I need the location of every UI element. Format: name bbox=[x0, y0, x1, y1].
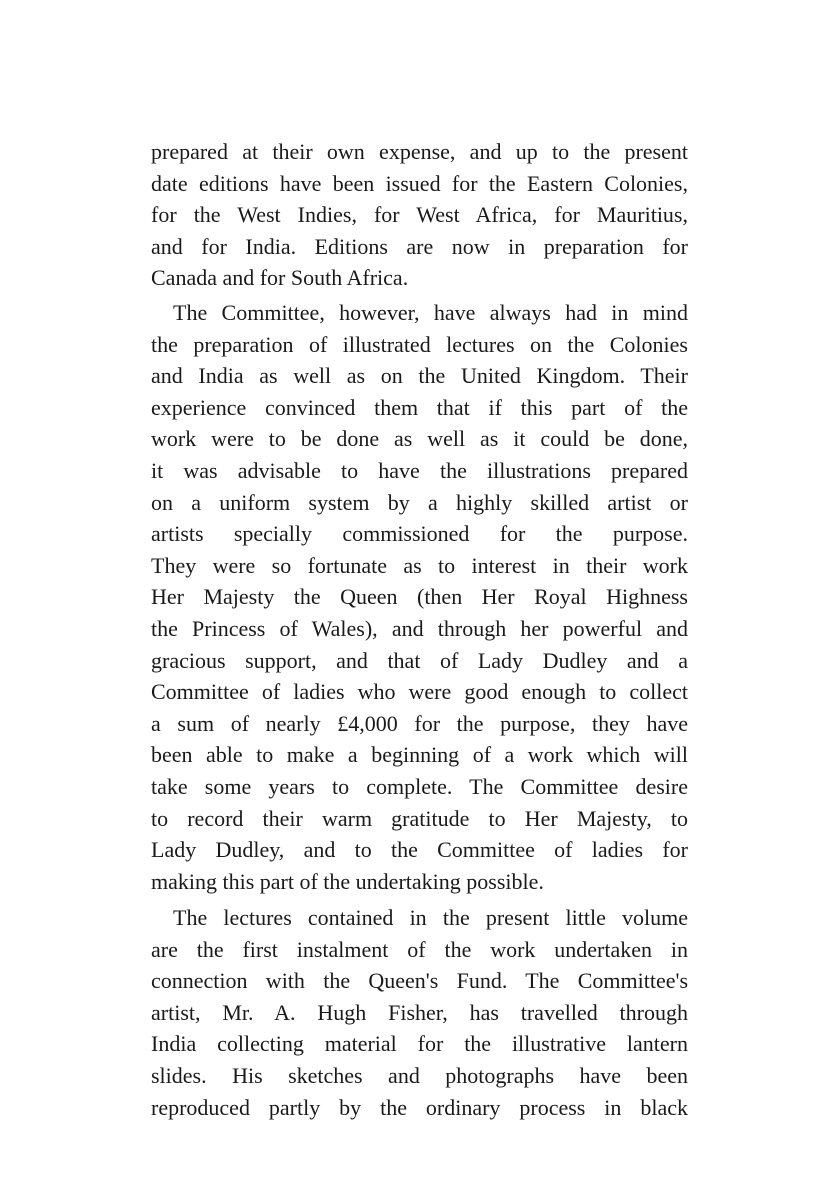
text-line: slides. His sketches and photographs have been bbox=[151, 1062, 688, 1088]
text-line: work were to be done as well as it could be done, bbox=[151, 426, 688, 452]
text-line: gracious support, and that of Lady Dudley and a bbox=[151, 647, 688, 673]
text-line: artist, Mr. A. Hugh Fisher, has travelled through bbox=[151, 999, 688, 1025]
text-line: They were so fortunate as to interest in their work bbox=[151, 552, 688, 578]
text-line: take some years to complete. The Committee desire bbox=[151, 773, 688, 799]
paragraph-2 bbox=[151, 297, 688, 897]
text-line: been able to make a beginning of a work which will bbox=[151, 742, 688, 768]
text-line: it was advisable to have the illustrations prepared bbox=[151, 457, 688, 483]
text-line: and India as well as on the United Kingdom. Their bbox=[151, 363, 688, 389]
paragraph-1 bbox=[151, 136, 688, 294]
text-line: Canada and for South Africa. bbox=[151, 265, 409, 291]
text-line: connection with the Queen's Fund. The Committee's bbox=[151, 968, 688, 994]
text-line: Lady Dudley, and to the Committee of ladies for bbox=[151, 837, 688, 863]
text-line: The lectures contained in the present little volume bbox=[173, 905, 688, 930]
paragraph-3 bbox=[151, 902, 688, 1123]
text-line: for the West Indies, for West Africa, for Mauritius, bbox=[151, 202, 688, 228]
text-line: the preparation of illustrated lectures on the Colonies bbox=[151, 331, 688, 357]
text-line: prepared at their own expense, and up to the present bbox=[151, 139, 688, 164]
text-line: a sum of nearly £4,000 for the purpose, they have bbox=[151, 710, 688, 736]
text-line: are the first instalment of the work undertaken in bbox=[151, 936, 688, 962]
text-line: Her Majesty the Queen (then Her Royal Highness bbox=[151, 584, 688, 610]
text-line: and for India. Editions are now in preparation for bbox=[151, 233, 688, 259]
text-line: The Committee, however, have always had in mind bbox=[173, 300, 688, 325]
text-line: reproduced partly by the ordinary process in black bbox=[151, 1094, 688, 1120]
text-line: experience convinced them that if this part of the bbox=[151, 394, 688, 420]
text-line: on a uniform system by a highly skilled artist or bbox=[151, 489, 688, 515]
text-line: artists specially commissioned for the purpose. bbox=[151, 521, 688, 547]
text-line: to record their warm gratitude to Her Majesty, to bbox=[151, 805, 688, 831]
text-line: the Princess of Wales), and through her powerful and bbox=[151, 615, 688, 641]
text-line: India collecting material for the illustrative lantern bbox=[151, 1031, 688, 1057]
text-line: date editions have been issued for the Eastern Colonies, bbox=[151, 170, 688, 196]
text-line: making this part of the undertaking possible. bbox=[151, 868, 544, 894]
text-line: Committee of ladies who were good enough to collect bbox=[151, 679, 688, 705]
